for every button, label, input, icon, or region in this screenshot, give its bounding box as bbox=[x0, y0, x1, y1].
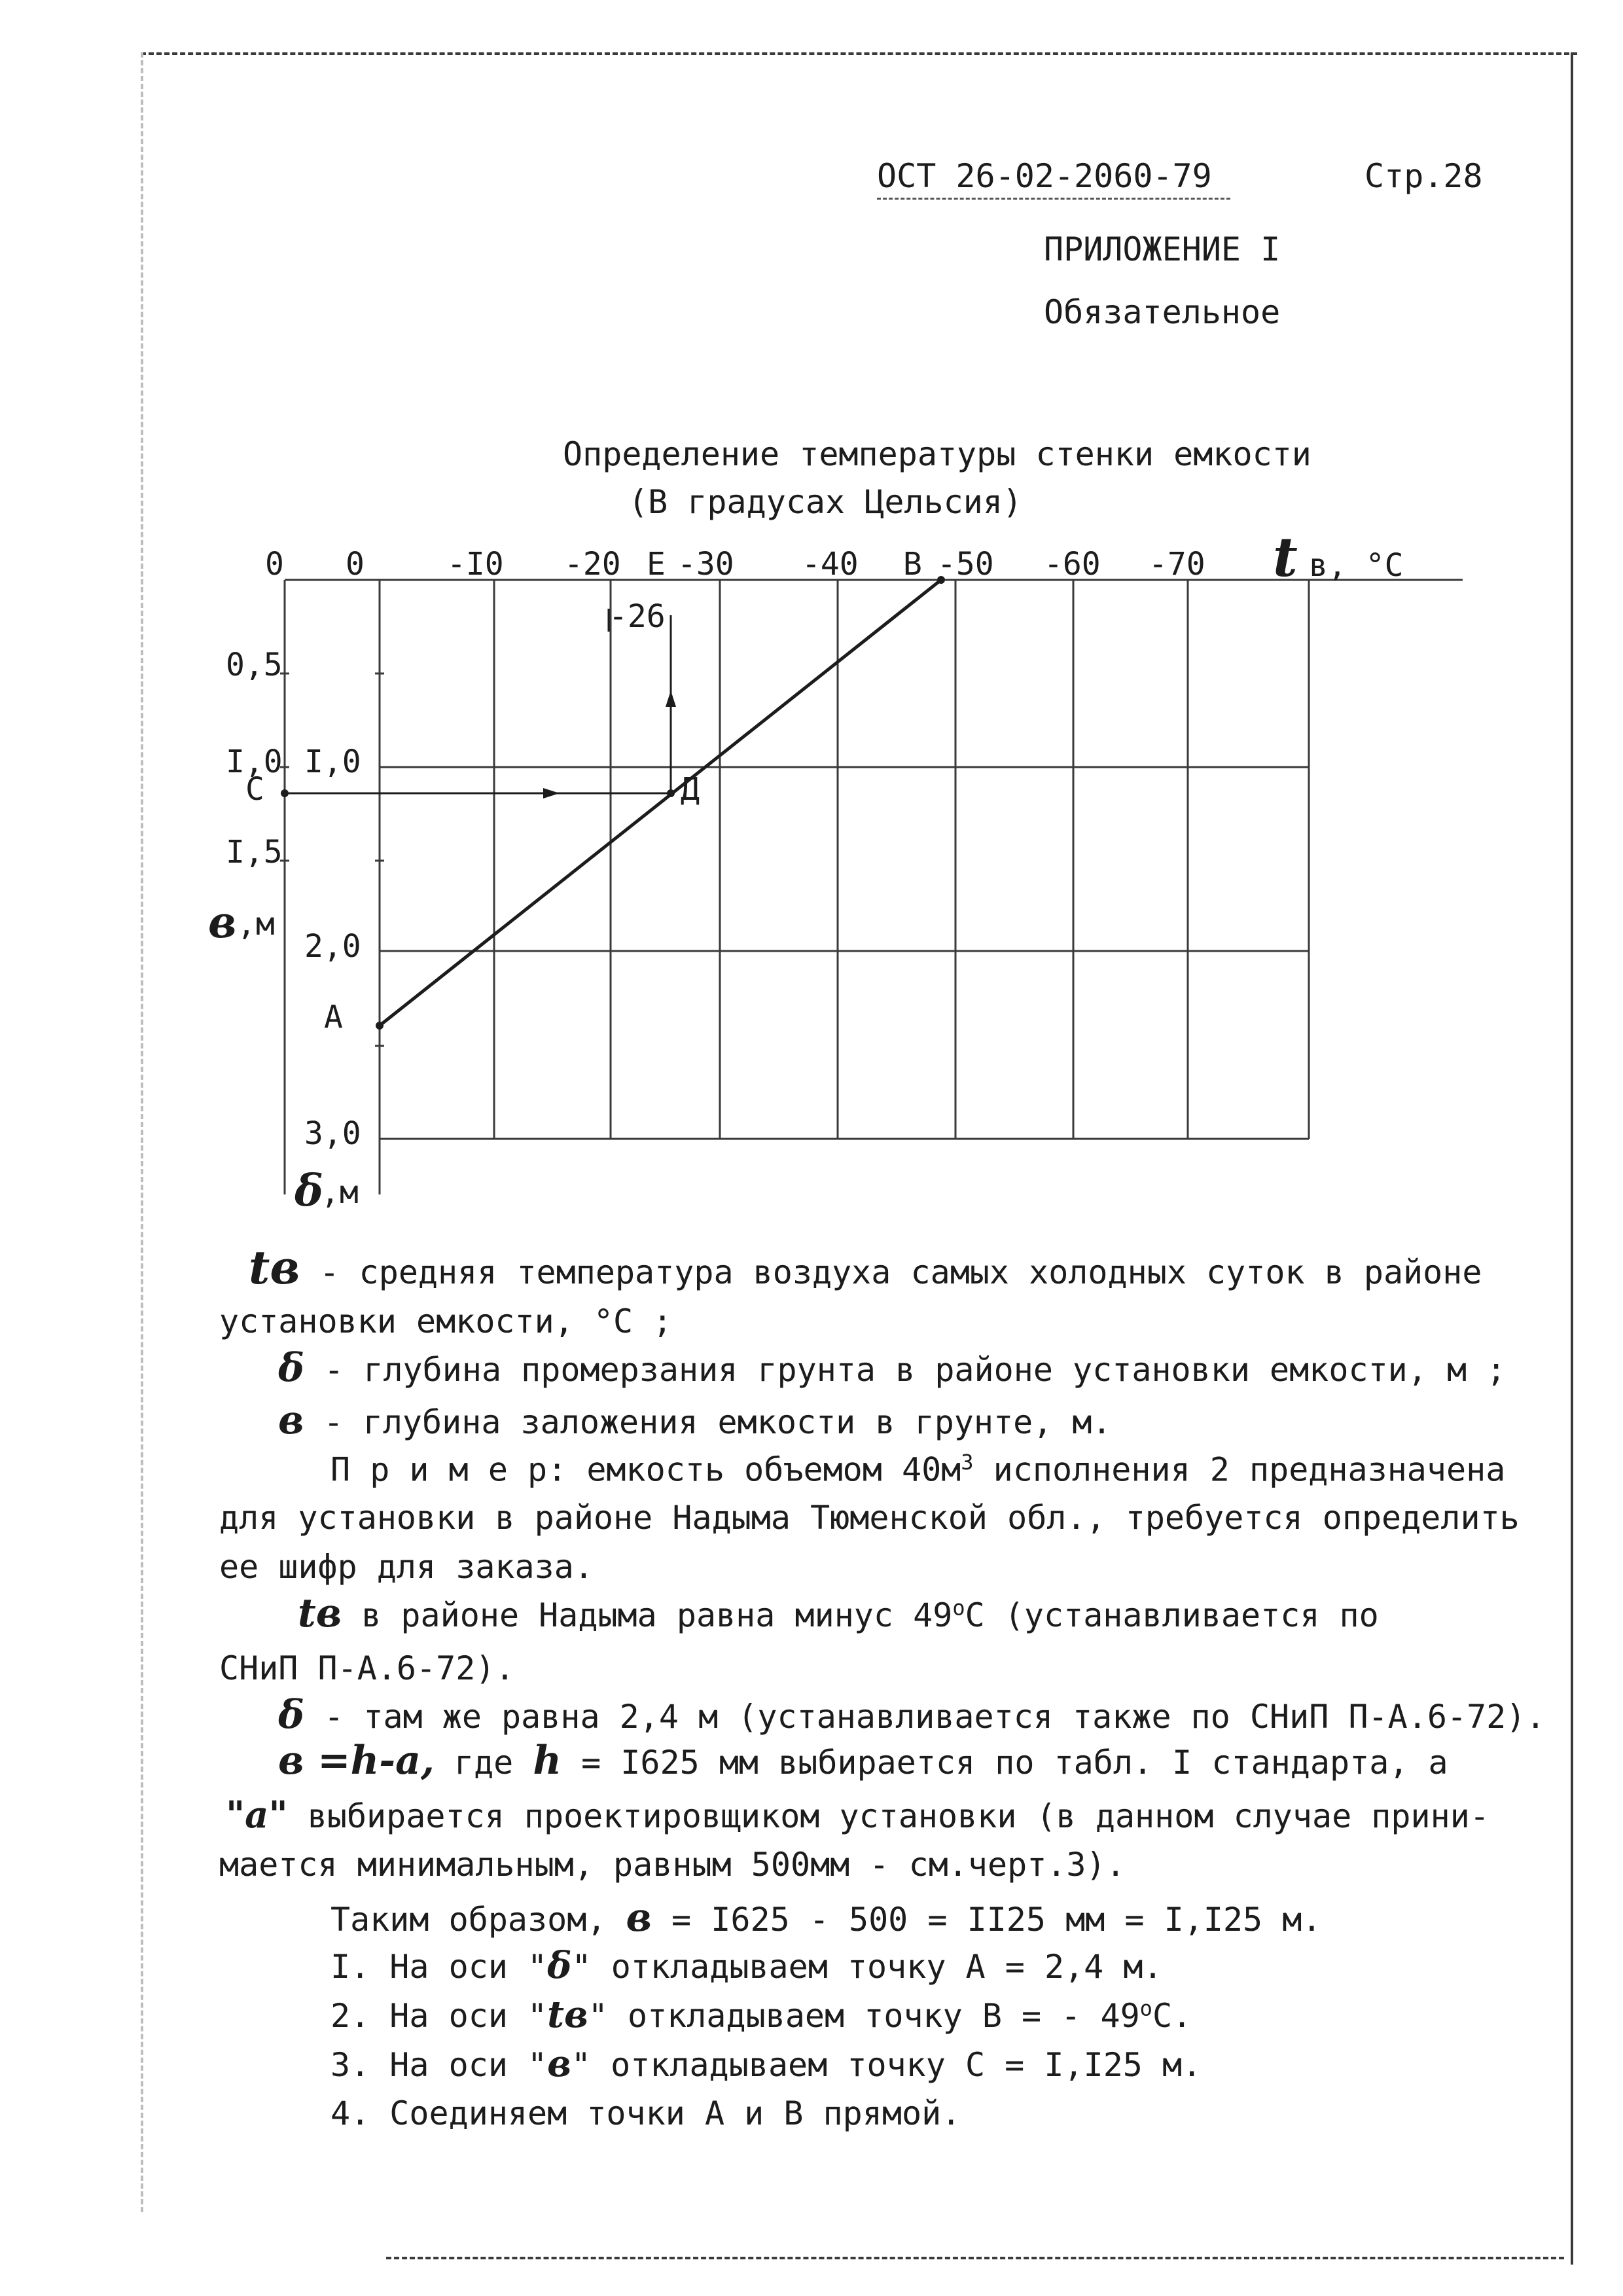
inner-axis-unit: ,м bbox=[321, 1174, 359, 1211]
top-tick-minus40: -40 bbox=[802, 546, 859, 583]
line-a-b bbox=[380, 580, 941, 1026]
b-symbol: в bbox=[278, 1397, 304, 1443]
step-3: 3. На оси "в" откладываем точку С = I,I25 м. bbox=[330, 2042, 1202, 2085]
appendix-status: Обязательное bbox=[1044, 293, 1281, 331]
arrow-up-icon bbox=[666, 691, 676, 707]
example-line-2: для установки в районе Надыма Тюменской обл., требуется определить bbox=[219, 1499, 1520, 1537]
top-tick-minus30: -30 bbox=[677, 546, 734, 583]
top-tick-0-outer: 0 bbox=[265, 546, 284, 583]
point-a-marker bbox=[376, 1022, 383, 1030]
inner-tick-3-0: 3,0 bbox=[304, 1115, 361, 1152]
example-line-4: tв в районе Надыма равна минус $49^оС$ (устанавливается по bbox=[298, 1590, 1379, 1636]
t-symbol: tв bbox=[249, 1240, 300, 1295]
top-tick-minus50: -50 bbox=[937, 546, 994, 583]
point-d-marker bbox=[667, 789, 675, 797]
step-4: 4. Соединяем точки А и В прямой. bbox=[330, 2094, 961, 2132]
point-c-marker bbox=[281, 789, 289, 797]
example-line-3: ее шифр для заказа. bbox=[219, 1548, 594, 1586]
example-line-1: П р и м е р: емкость объемом $40м^3$ исполнения 2 предназначена bbox=[330, 1450, 1506, 1489]
legend-t-cont: установки емкости, °С ; bbox=[219, 1302, 673, 1340]
top-tick-minus10: -I0 bbox=[447, 546, 504, 583]
top-tick-minus60: -60 bbox=[1044, 546, 1101, 583]
document-code: ОСТ 26-02-2060-79 bbox=[877, 157, 1212, 195]
figure-title: Определение температуры стенки емкости bbox=[563, 435, 1311, 473]
top-tick-minus20: -20 bbox=[564, 546, 621, 583]
example-line-5: СНиП П-А.6-72). bbox=[219, 1649, 515, 1687]
inner-axis-symbol: δ bbox=[294, 1165, 324, 1216]
example-line-6: δ - там же равна 2,4 м (устанавливается также по СНиП П-А.6-72). bbox=[278, 1692, 1546, 1738]
legend-t: tв - средняя температура воздуха самых холодных суток в районе bbox=[249, 1240, 1482, 1295]
arrow-right-icon bbox=[543, 788, 560, 798]
point-e-label: Е bbox=[647, 546, 666, 583]
example-line-8: "а" выбирается проектировщиком установки (в данном случае прини- bbox=[226, 1793, 1489, 1837]
top-tick-0-inner: 0 bbox=[346, 546, 365, 583]
page-frame-bottom bbox=[386, 2257, 1564, 2259]
appendix-label: ПРИЛОЖЕНИЕ I bbox=[1044, 230, 1281, 268]
outer-axis-symbol: в bbox=[208, 897, 237, 948]
chart-grid bbox=[285, 580, 1463, 1194]
point-b-label: В bbox=[903, 546, 922, 583]
example-line-7: в =h-а, где h = I625 мм выбирается по табл. I стандарта, а bbox=[278, 1738, 1448, 1784]
outer-tick-0-5: 0,5 bbox=[226, 647, 283, 683]
outer-tick-1-5: I,5 bbox=[226, 834, 283, 870]
delta-symbol: δ bbox=[278, 1345, 305, 1391]
point-a-label: А bbox=[324, 999, 343, 1035]
step-1: I. На оси "δ" откладываем точку А = 2,4 м. bbox=[330, 1944, 1163, 1987]
step-2: 2. На оси "tв" откладываем точку В = - $49^оС$. bbox=[330, 1993, 1192, 2036]
outer-axis-unit: ,м bbox=[237, 906, 275, 942]
outer-axis-ticks bbox=[280, 673, 384, 1046]
inner-tick-1-0: I,0 bbox=[304, 744, 361, 780]
figure-subtitle: (В градусах Цельсия) bbox=[628, 483, 1023, 521]
outer-tick-1-0: I,0 bbox=[226, 744, 283, 780]
point-d-label: Д bbox=[681, 771, 700, 808]
top-axis-unit: в, °С bbox=[1309, 547, 1404, 584]
page-number: Стр.28 bbox=[1364, 157, 1483, 195]
inner-tick-2-0: 2,0 bbox=[304, 928, 361, 965]
example-line-9: мается минимальным, равным 500мм - см.черт.3). bbox=[219, 1846, 1126, 1884]
top-tick-minus70: -70 bbox=[1149, 546, 1205, 583]
legend-b: в - глубина заложения емкости в грунте, м. bbox=[278, 1397, 1112, 1443]
point-c-label: С bbox=[245, 771, 264, 808]
top-axis-symbol: t bbox=[1273, 526, 1298, 589]
e-value-label: -26 bbox=[609, 598, 666, 635]
example-line-10: Таким образом, в = I625 - 500 = II25 мм = I,I25 м. bbox=[330, 1895, 1322, 1941]
legend-delta: δ - глубина промерзания грунта в районе установки емкости, м ; bbox=[278, 1345, 1507, 1391]
